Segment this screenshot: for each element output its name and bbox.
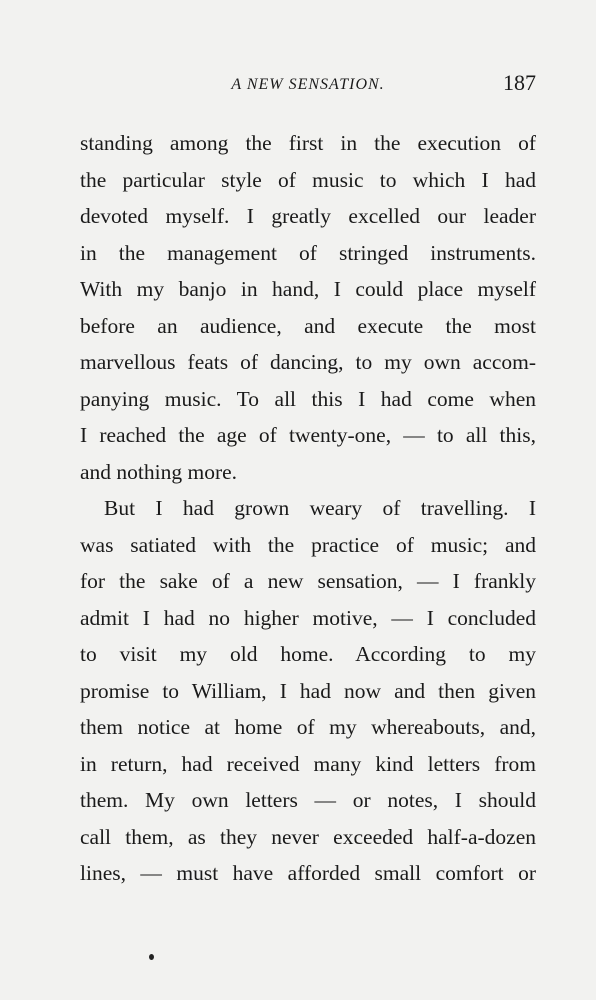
text-line: in return, had received many kind letters from <box>80 751 536 776</box>
page-number: 187 <box>503 70 536 95</box>
text-line: admit I had no higher motive, — I concluded <box>80 605 536 630</box>
text-line: But I had grown weary of travelling. I <box>104 496 536 520</box>
text-line: to visit my old home. According to my <box>80 642 536 666</box>
running-head <box>80 70 536 100</box>
text-line: them. My own letters — or notes, I should <box>80 788 536 812</box>
text-line: the particular style of music to which I had <box>80 167 536 192</box>
ink-speck <box>149 954 154 960</box>
text-line: I reached the age of twenty-one, — to all this, <box>80 423 536 447</box>
text-line: promise to William, I had now and then given <box>80 678 536 703</box>
text-line: marvellous feats of dancing, to my own accom- <box>80 350 536 374</box>
body-text <box>80 125 536 892</box>
text-line: was satiated with the practice of music; and <box>80 532 536 557</box>
text-line: for the sake of a new sensation, — I frankly <box>80 569 536 593</box>
text-line: before an audience, and execute the most <box>80 313 536 338</box>
text-line: in the management of stringed instruments. <box>80 240 536 265</box>
text-line: and nothing more. <box>80 459 238 484</box>
text-line: panying music. To all this I had come when <box>80 386 536 411</box>
text-line: With my banjo in hand, I could place myself <box>80 277 536 301</box>
text-line: devoted myself. I greatly excelled our leader <box>80 204 536 228</box>
text-line: them notice at home of my whereabouts, and, <box>80 715 536 739</box>
text-line: standing among the first in the execution of <box>80 131 536 155</box>
running-title: A NEW SENSATION. <box>231 76 385 93</box>
text-line: lines, — must have afforded small comfort or <box>80 861 536 885</box>
text-line: call them, as they never exceeded half-a-dozen <box>80 824 536 849</box>
